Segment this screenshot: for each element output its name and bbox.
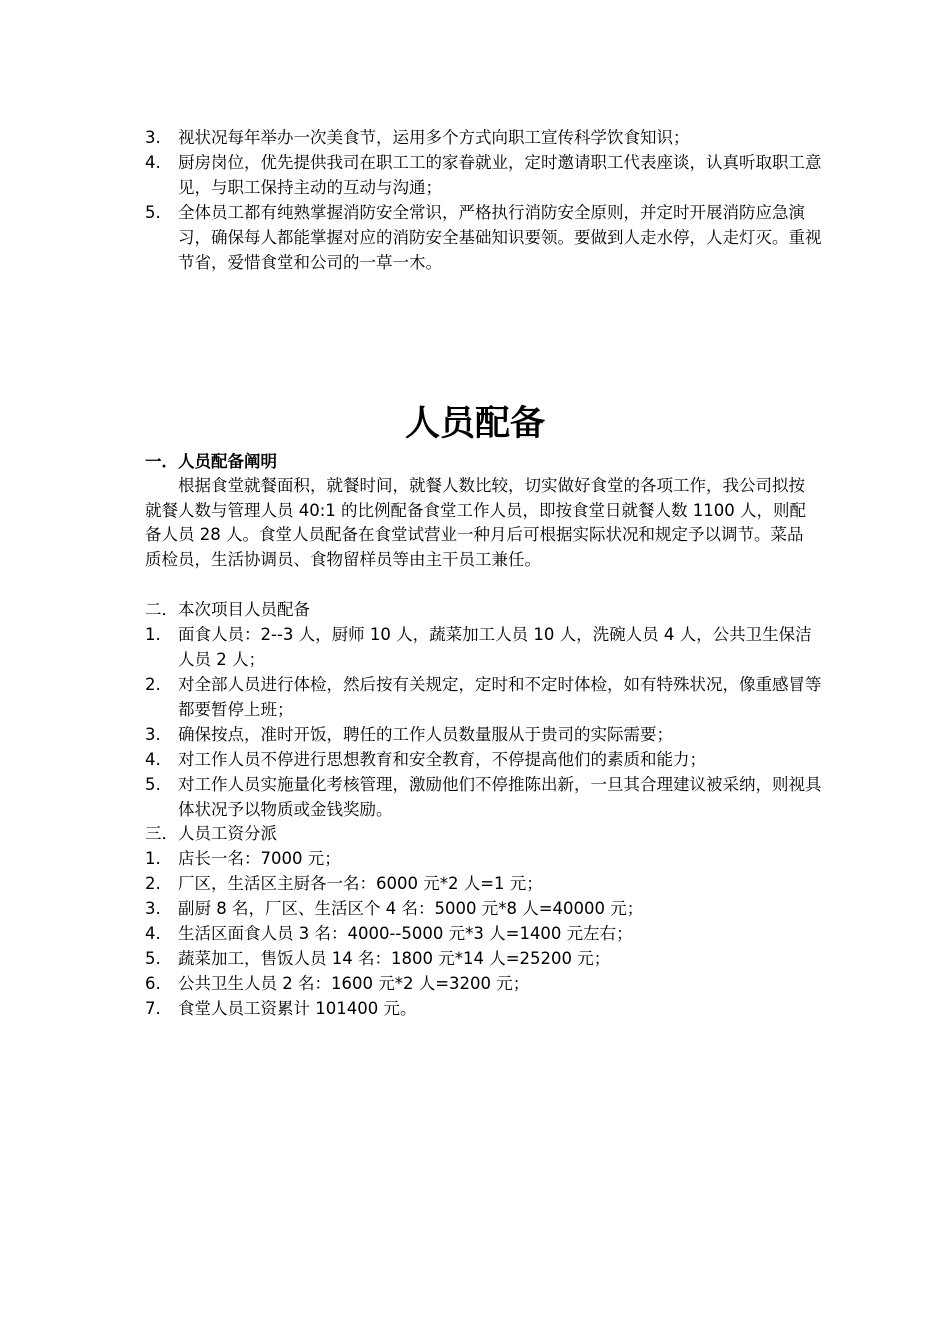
list-item: [145, 996, 825, 1021]
section-2: [145, 597, 825, 822]
list-item-number: 5.: [145, 203, 161, 222]
list-item-number: 5.: [145, 775, 161, 794]
list-item-text: 确保按点，准时开饭，聘任的工作人员数量服从于贵司的实际需要；: [178, 725, 673, 744]
list-item-text: 对工作人员实施量化考核管理，激励他们不停推陈出新，一旦其合理建议被采纳，则视具体状况予以物质或金钱奖励。: [178, 775, 822, 819]
list-item-text: 蔬菜加工，售饭人员 14 名：1800 元*14 人=25200 元；: [178, 949, 611, 968]
list-item-text: 食堂人员工资累计 101400 元。: [178, 999, 417, 1018]
list-item-number: 3.: [145, 899, 161, 918]
section-heading: 三．人员工资分派: [145, 824, 277, 843]
list-item-text: 厂区，生活区主厨各一名：6000 元*2 人=1 元；: [178, 874, 543, 893]
list-item-number: 6.: [145, 974, 161, 993]
section-heading: 一．人员配备阐明: [145, 452, 277, 471]
list-item: [145, 150, 825, 200]
list-item: [145, 722, 825, 747]
list-item-text: 公共卫生人员 2 名：1600 元*2 人=3200 元；: [178, 974, 530, 993]
list-item: [145, 200, 825, 275]
list-item: [145, 772, 825, 822]
list-item: [145, 871, 825, 896]
list-item-text: 生活区面食人员 3 名：4000--5000 元*3 人=1400 元左右；: [178, 924, 633, 943]
list-item: [145, 125, 825, 150]
list-item-number: 4.: [145, 750, 161, 769]
list-item: [145, 672, 825, 722]
section-paragraph: 根据食堂就餐面积，就餐时间，就餐人数比较，切实做好食堂的各项工作，我公司拟按就餐人数与管理人员 40:1 的比例配备食堂工作人员，即按食堂日就餐人数 1100 人，则配备人员 28 人。食堂人员配备在食堂试营业一种月后可根据实际状况和规定予以调节。菜品质检员，生活协调员、食物留样员等由主干员工兼任。: [145, 476, 807, 569]
list-item-number: 3.: [145, 725, 161, 744]
list-item: [145, 747, 825, 772]
list-item-number: 4.: [145, 924, 161, 943]
list-item-text: 面食人员：2--3 人，厨师 10 人，蔬菜加工人员 10 人，洗碗人员 4 人，公共卫生保洁人员 2 人；: [178, 625, 812, 669]
list-item: [145, 622, 825, 672]
section-1: [145, 449, 825, 572]
list-item-number: 4.: [145, 153, 161, 172]
list-item: [145, 921, 825, 946]
list-item-text: 全体员工都有纯熟掌握消防安全常识，严格执行消防安全原则，并定时开展消防应急演习，确保每人都能掌握对应的消防安全基础知识要领。要做到人走水停，人走灯灭。重视节省，爱惜食堂和公司的一草一木。: [178, 203, 822, 272]
section-heading: 二．本次项目人员配备: [145, 600, 310, 619]
list-item-number: 1.: [145, 849, 161, 868]
page-title: 人员配备: [404, 404, 545, 444]
list-item-text: 视状况每年举办一次美食节，运用多个方式向职工宣传科学饮食知识；: [178, 128, 690, 147]
list-item: [145, 946, 825, 971]
list-item-text: 厨房岗位，优先提供我司在职工工的家眷就业，定时邀请职工代表座谈，认真听取职工意见，与职工保持主动的互动与沟通；: [178, 153, 822, 197]
top-list: [145, 125, 825, 275]
list-item-number: 2.: [145, 675, 161, 694]
list-item-text: 对工作人员不停进行思想教育和安全教育，不停提高他们的素质和能力；: [178, 750, 706, 769]
list-item-number: 7.: [145, 999, 161, 1018]
list-item: [145, 896, 825, 921]
list-item-text: 对全部人员进行体检，然后按有关规定，定时和不定时体检，如有特殊状况，像重感冒等都要暂停上班；: [178, 675, 822, 719]
list-item-number: 1.: [145, 625, 161, 644]
list-item-number: 3.: [145, 128, 161, 147]
section-3: [145, 821, 825, 1021]
list-item-text: 副厨 8 名，厂区、生活区个 4 名：5000 元*8 人=40000 元；: [178, 899, 644, 918]
list-item-text: 店长一名：7000 元；: [178, 849, 341, 868]
list-item: [145, 846, 825, 871]
list-item-number: 2.: [145, 874, 161, 893]
list-item-number: 5.: [145, 949, 161, 968]
list-item: [145, 971, 825, 996]
